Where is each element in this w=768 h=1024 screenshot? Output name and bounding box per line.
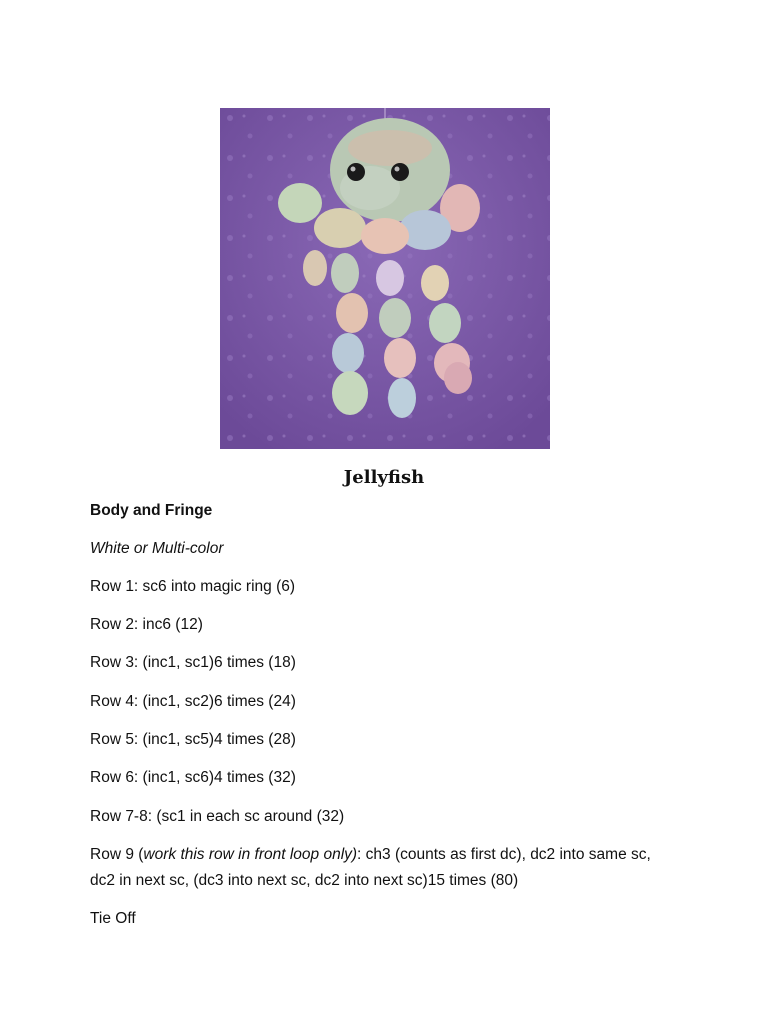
color-note: White or Multi-color — [90, 540, 224, 557]
row-4: Row 4: (inc1, sc2)6 times (24) — [90, 693, 296, 710]
row-9 — [90, 842, 690, 894]
row-1: Row 1: sc6 into magic ring (6) — [90, 578, 296, 595]
section-heading: Body and Fringe — [90, 502, 213, 519]
row-9-line2: dc2 in next sc, (dc3 into next sc, dc2 into next sc)15 times (80) — [90, 872, 519, 889]
row-7-8: Row 7-8: (sc1 in each sc around (32) — [90, 808, 345, 825]
document-title: Jellyfish — [343, 467, 425, 488]
row-9-line1-rest: : ch3 (counts as first dc), dc2 into same sc, — [357, 846, 651, 863]
row-6: Row 6: (inc1, sc6)4 times (32) — [90, 769, 296, 786]
row-3: Row 3: (inc1, sc1)6 times (18) — [90, 654, 296, 671]
row-9-italic-note: work this row in front loop only) — [143, 846, 358, 863]
tie-off: Tie Off — [90, 910, 136, 927]
row-2: Row 2: inc6 (12) — [90, 616, 203, 633]
row-9-prefix: Row 9 ( — [90, 846, 144, 863]
row-5: Row 5: (inc1, sc5)4 times (28) — [90, 731, 296, 748]
jellyfish-photo — [220, 108, 550, 449]
